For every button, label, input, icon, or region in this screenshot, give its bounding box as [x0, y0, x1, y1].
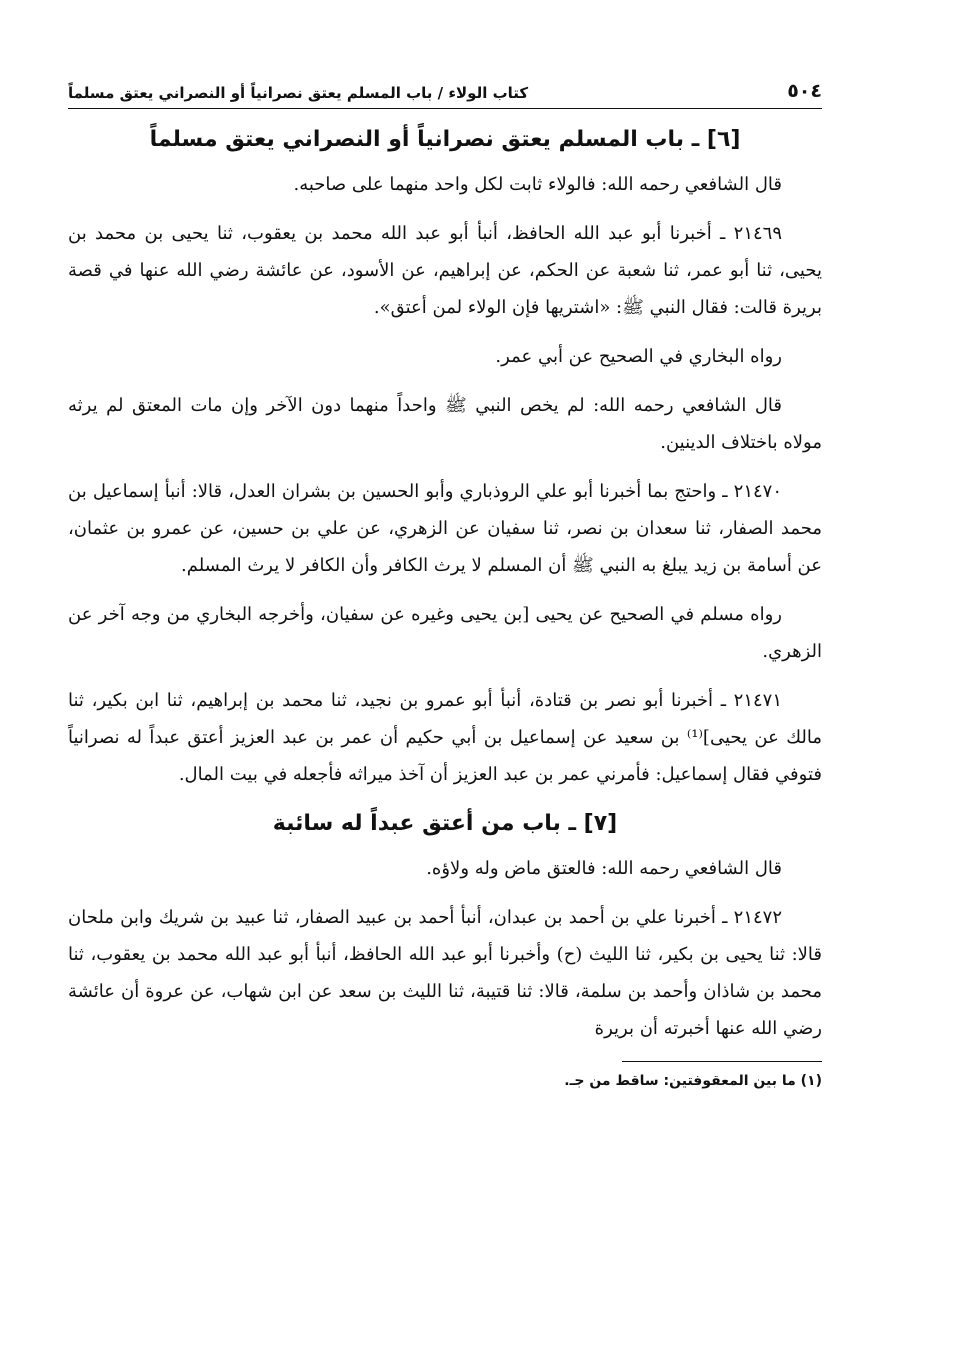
- chapter-title: [٦] ـ باب المسلم يعتق نصرانياً أو النصراني يعتق مسلماً: [149, 127, 741, 152]
- paragraph: رواه البخاري في الصحيح عن أبي عمر.: [495, 346, 782, 367]
- footnote-divider: [622, 1061, 822, 1062]
- paragraph: قال الشافعي رحمه الله: لم يخص النبي ﷺ واحداً منهما دون الآخر وإن مات المعتق لم يرثه مولاه باختلاف الدينين.: [68, 395, 822, 453]
- page-number: ٥٠٤: [787, 80, 822, 102]
- running-header: [68, 80, 822, 109]
- section-6: [68, 127, 822, 793]
- paragraph: قال الشافعي رحمه الله: فالولاء ثابت لكل واحد منهما على صاحبه.: [293, 174, 782, 195]
- section-7: [68, 811, 822, 1047]
- running-title: كتاب الولاء / باب المسلم يعتق نصرانياً أو النصراني يعتق مسلماً: [68, 84, 529, 102]
- hadith-paragraph: ٢١٤٦٩ ـ أخبرنا أبو عبد الله الحافظ، أنبأ أبو عبد الله محمد بن يعقوب، ثنا يحيى بن محمد بن يحيى، ثنا أبو عمر، ثنا شعبة عن الحكم، عن إبراهيم، عن الأسود، عن عائشة رضي الله عنها في قصة بريرة قالت: فقال النبي ﷺ: «اشتريها فإن الولاء لمن أعتق».: [68, 223, 822, 318]
- page: [68, 80, 822, 1104]
- hadith-paragraph: ٢١٤٧٠ ـ واحتج بما أخبرنا أبو علي الروذباري وأبو الحسين بن بشران العدل، قالا: أنبأ إسماعيل بن محمد الصفار، ثنا سعدان بن نصر، ثنا سفيان عن الزهري، عن علي بن حسين، عن عمرو بن عثمان، عن أسامة بن زيد يبلغ به النبي ﷺ أن المسلم لا يرث الكافر وأن الكافر لا يرث المسلم.: [68, 481, 822, 576]
- chapter-title: [٧] ـ باب من أعتق عبداً له سائبة: [272, 811, 618, 836]
- paragraph: رواه مسلم في الصحيح عن يحيى [بن يحيى وغيره عن سفيان، وأخرجه البخاري من وجه آخر عن الزهري.: [68, 604, 822, 662]
- hadith-paragraph: ٢١٤٧١ ـ أخبرنا أبو نصر بن قتادة، أنبأ أبو عمرو بن نجيد، ثنا محمد بن إبراهيم، ثنا ابن بكير، ثنا مالك عن يحيى]⁽¹⁾ بن سعيد عن إسماعيل بن أبي حكيم أن عمر بن عبد العزيز أعتق عبداً له نصرانياً فتوفي فقال إسماعيل: فأمرني عمر بن عبد العزيز أن آخذ ميراثه فأجعله في بيت المال.: [68, 690, 822, 785]
- paragraph: قال الشافعي رحمه الله: فالعتق ماض وله ولاؤه.: [426, 858, 782, 879]
- footnote: (١) ما بين المعقوفتين: ساقط من جـ.: [564, 1073, 822, 1089]
- hadith-paragraph: ٢١٤٧٢ ـ أخبرنا علي بن أحمد بن عبدان، أنبأ أحمد بن عبيد الصفار، ثنا عبيد بن شريك وابن ملحان قالا: ثنا يحيى بن بكير، ثنا الليث (ح) وأخبرنا أبو عبد الله الحافظ، أنبأ أبو عبد الله محمد بن يعقوب، ثنا محمد بن شاذان وأحمد بن سلمة، قالا: ثنا قتيبة، ثنا الليث بن سعد عن ابن شهاب، عن عروة أن عائشة رضي الله عنها أخبرته أن بريرة: [68, 907, 822, 1039]
